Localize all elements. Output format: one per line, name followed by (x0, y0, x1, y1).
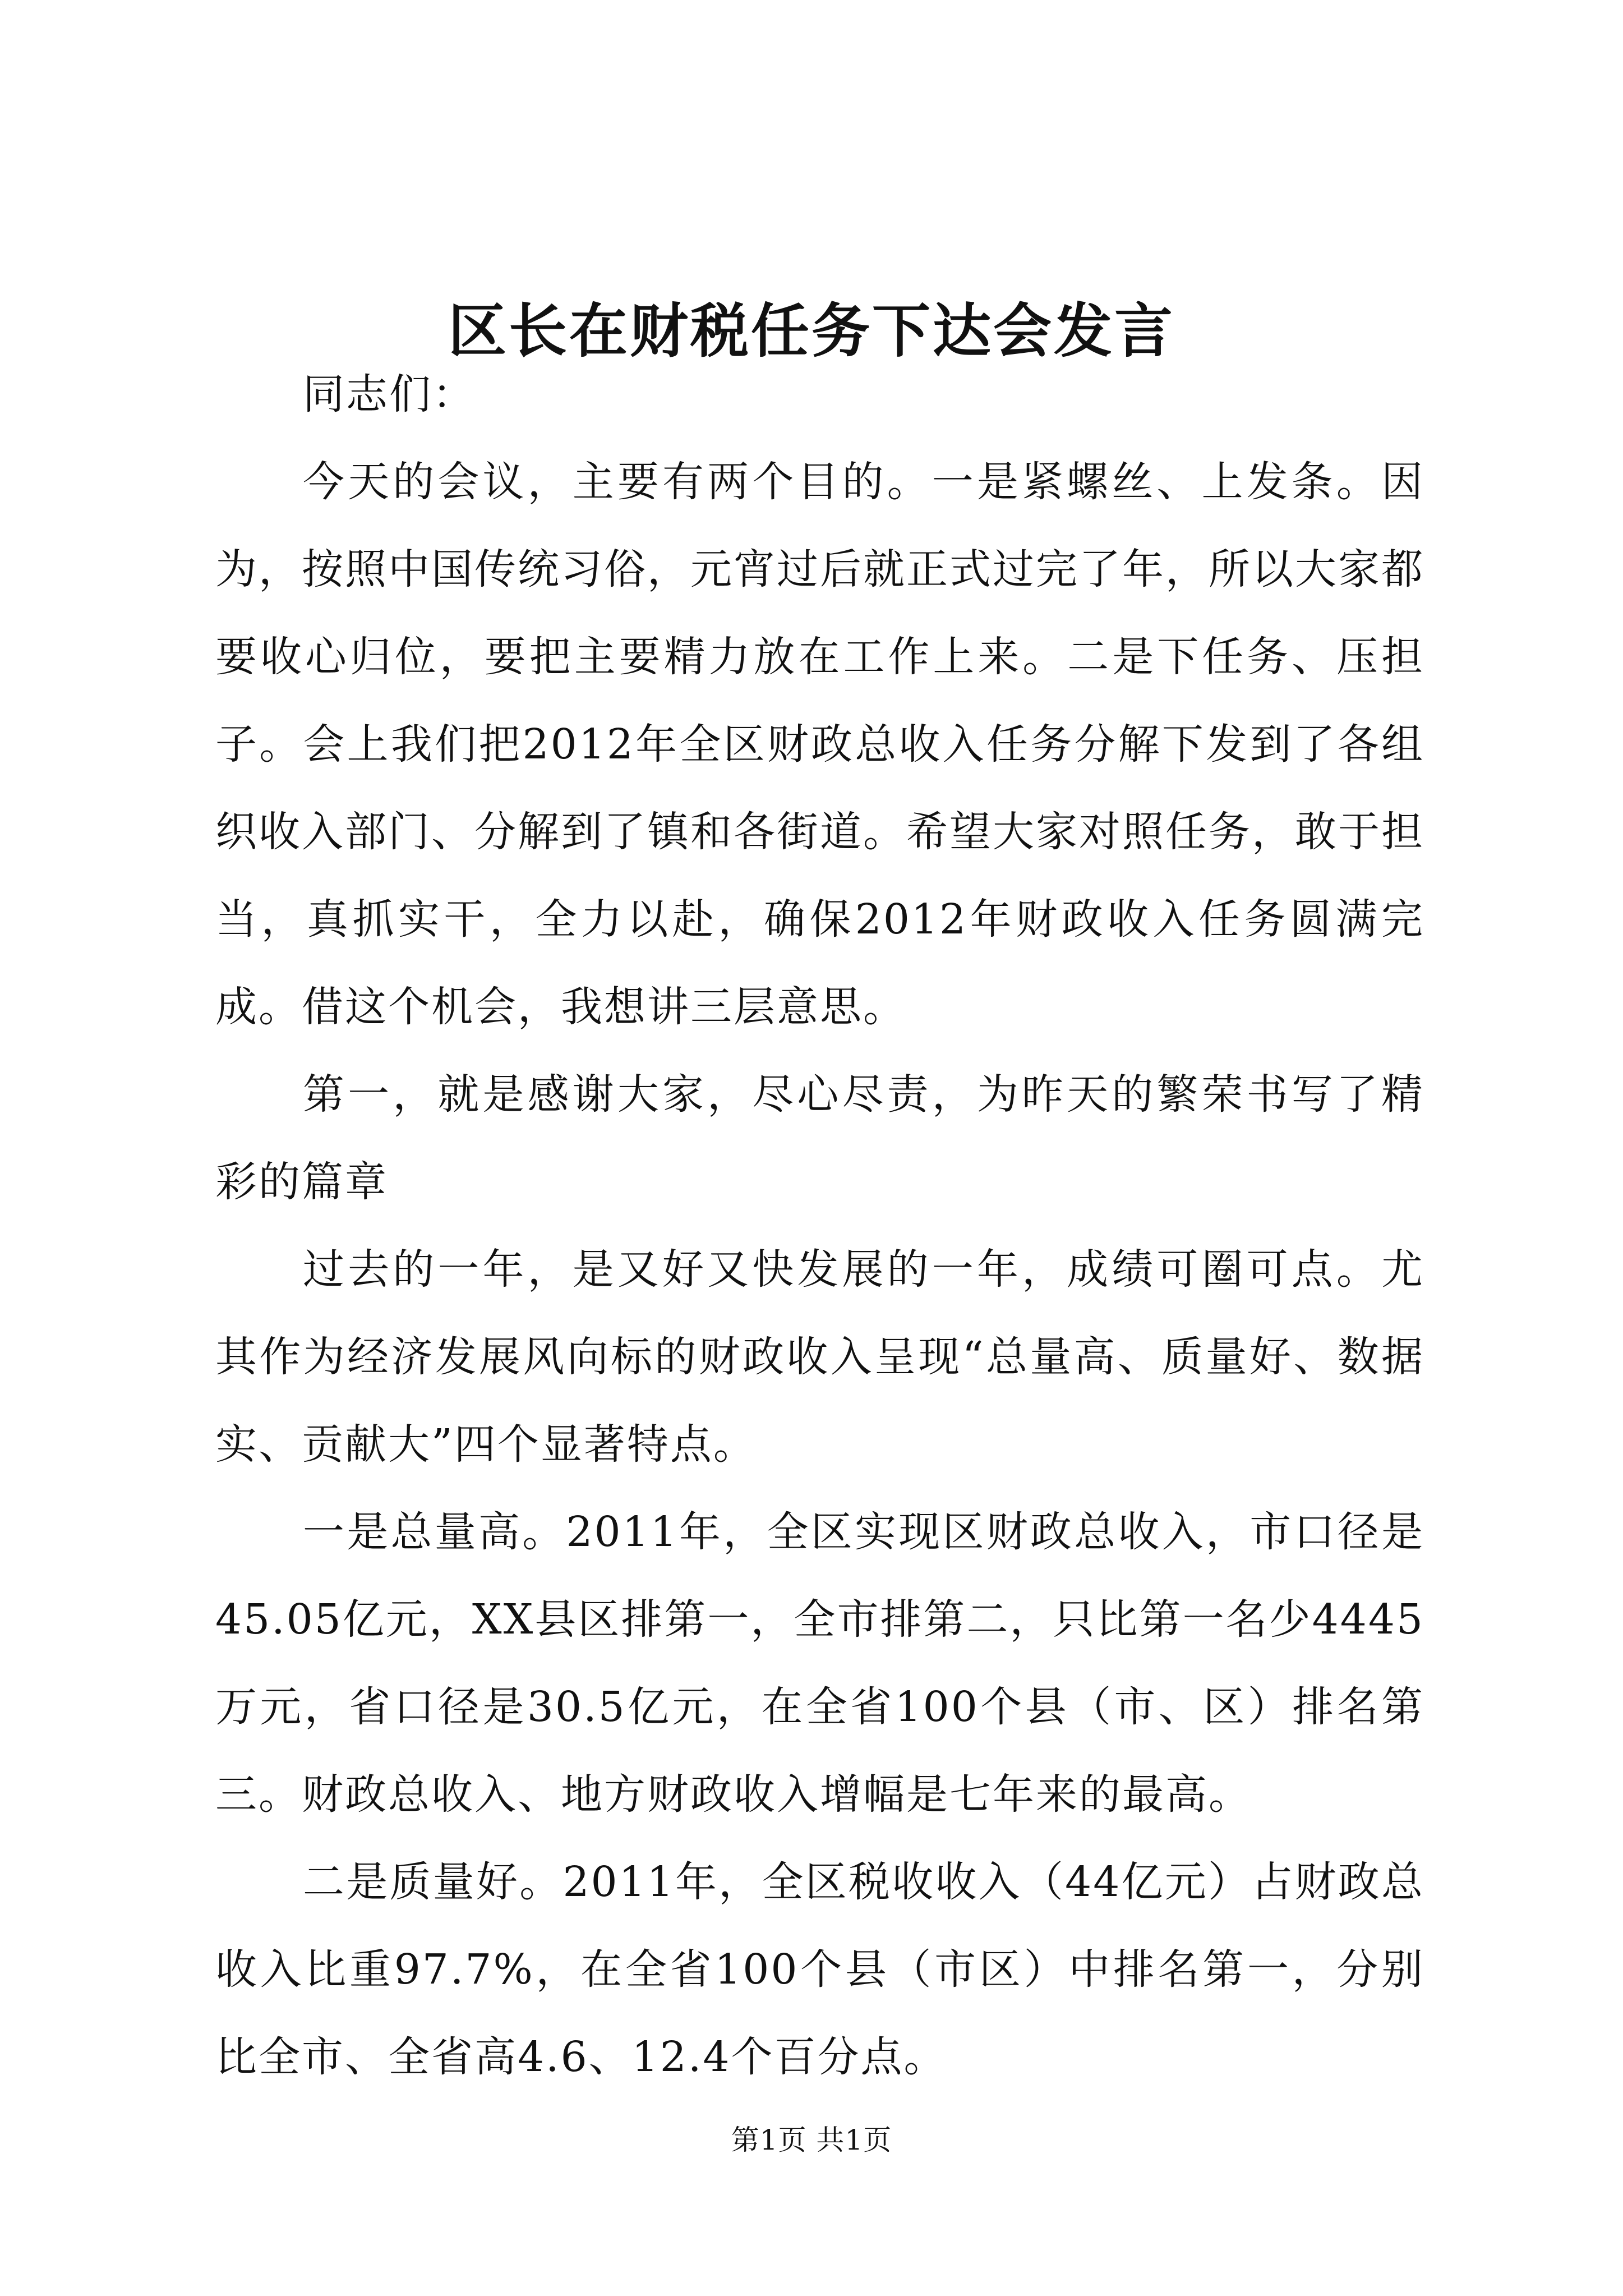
document-title: 区长在财税任务下达会发言 (448, 296, 1175, 365)
page-footer: 第1页 共1页 (731, 2124, 892, 2156)
paragraph-total-volume: 一是总量高。2011年，全区实现区财政总收入，市口径是45.05亿元，XX县区排第一，全市排第二，只比第一名少4445万元，省口径是30.5亿元，在全省100个县（市、区）排名第三。财政总收入、地方财政收入增幅是七年来的最高。 (215, 1508, 1424, 1819)
paragraph-first-point: 第一，就是感谢大家，尽心尽责，为昨天的繁荣书写了精彩的篇章 (215, 1070, 1424, 1206)
paragraph-past-year: 过去的一年，是又好又快发展的一年，成绩可圈可点。尤其作为经济发展风向标的财政收入呈现“总量高、质量好、数据实、贡献大”四个显著特点。 (215, 1245, 1424, 1469)
paragraph-meeting-purpose: 今天的会议，主要有两个目的。一是紧螺丝、上发条。因为，按照中国传统习俗，元宵过后就正式过完了年，所以大家都要收心归位，要把主要精力放在工作上来。二是下任务、压担子。会上我们把2012年全区财政总收入任务分解下发到了各组织收入部门、分解到了镇和各街道。希望大家对照任务，敢于担当，真抓实干，全力以赴，确保2012年财政收入任务圆满完成。借这个机会，我想讲三层意思。 (215, 458, 1424, 1031)
salutation: 同志们： (303, 370, 476, 418)
document-body (215, 351, 1424, 2101)
paragraph-quality: 二是质量好。2011年，全区税收收入（44亿元）占财政总收入比重97.7%，在全省100个县（市区）中排名第一，分别比全市、全省高4.6、12.4个百分点。 (215, 1858, 1424, 2081)
